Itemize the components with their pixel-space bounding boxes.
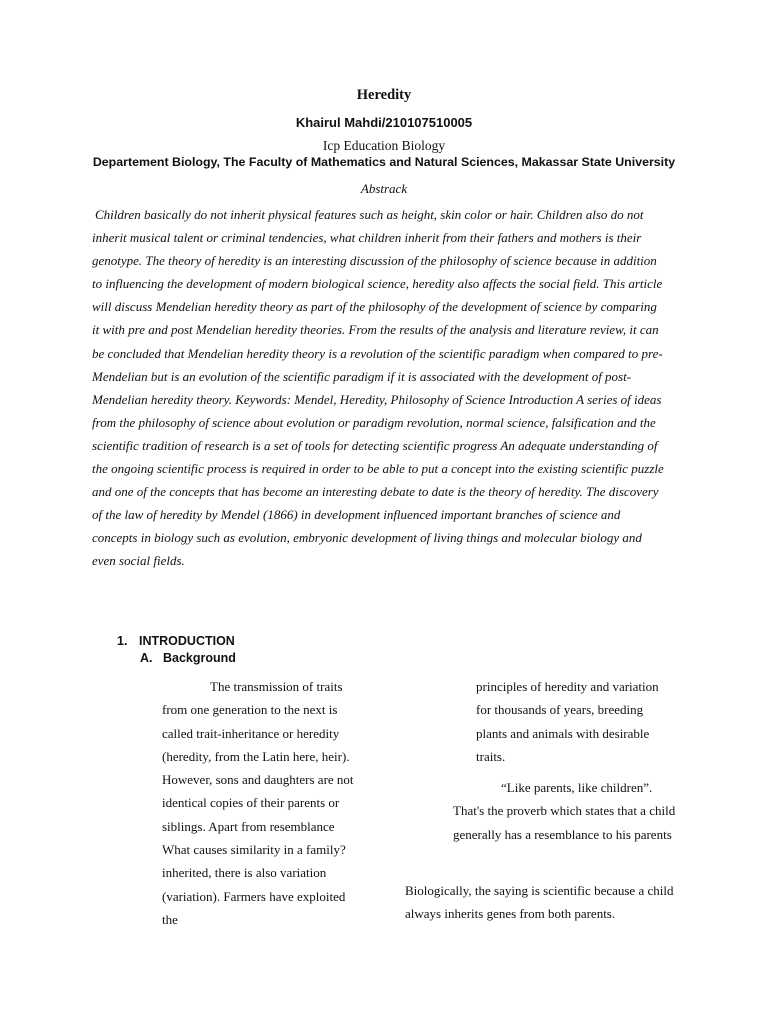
right-column-paragraph-1: principles of heredity and variation for thousands of years, breeding plants and animals with desirable traits. (476, 679, 659, 764)
section-title: INTRODUCTION (139, 634, 235, 648)
subsection-number: A. (140, 651, 153, 665)
subsection-heading-background (140, 651, 236, 665)
author-line: Khairul Mahdi/210107510005 (295, 115, 473, 130)
abstract-text: Children basically do not inherit physical features such as height, skin color or hair. Children also do not inherit musical talent or criminal tendencies, what children inherit from their fathers and mothers is their genotype. The theory of heredity is an interesting discussion of the philosophy of science because in addition to influencing the development of modern biological science, heredity also affects the social field. This article will discuss Mendelian heredity theory as part of the philosophy of the development of science by comparing it with pre and post Mendelian heredity theories. From the results of the analysis and literature review, it can be concluded that Mendelian heredity theory is a revolution of the scientific paradigm when compared to pre-Mendelian but is an evolution of the scientific paradigm if it is associated with the development of post-Mendelian heredity theory. Keywords: Mendel, Heredity, Philosophy of Science Introduction A series of ideas from the philosophy of science about evolution or paradigm revolution, normal science, falsification and the scientific tradition of research is a set of tools for detecting scientific progress An adequate understanding of the ongoing scientific process is required in order to be able to put a concept into the existing scientific puzzle and one of the concepts that has become an interesting debate to date is the theory of heredity. The discovery of the law of heredity by Mendel (1866) in development influenced important branches of science and concepts in biology such as evolution, embryonic development of living things and molecular biology and even social fields. (92, 207, 664, 569)
right-column-paragraph-3: Biologically, the saying is scientific because a child always inherits genes from both parents. (405, 883, 674, 922)
section-heading-introduction (117, 634, 235, 648)
course-line: Icp Education Biology (322, 138, 446, 153)
left-column-paragraph (162, 675, 362, 931)
section-number: 1. (117, 634, 128, 648)
paper-title: Heredity (356, 87, 412, 103)
right-column-paragraph-2 (453, 776, 683, 846)
right-column-text-2: “Like parents, like children”. That's the proverb which states that a child generally has a resemblance to his parents (453, 780, 676, 842)
subsection-title: Background (163, 651, 236, 665)
abstract-heading: Abstrack (360, 181, 408, 196)
left-column-text: The transmission of traits from one generation to the next is called trait-inheritance or heredity (heredity, from the Latin here, heir). However, sons and daughters are not identical copies of their parents or siblings. Apart from resemblance What causes similarity in a family? inherited, there is also variation (variation). Farmers have exploited the (162, 679, 354, 927)
department-line: Departement Biology, The Faculty of Mathematics and Natural Sciences, Makassar State University (92, 155, 676, 169)
